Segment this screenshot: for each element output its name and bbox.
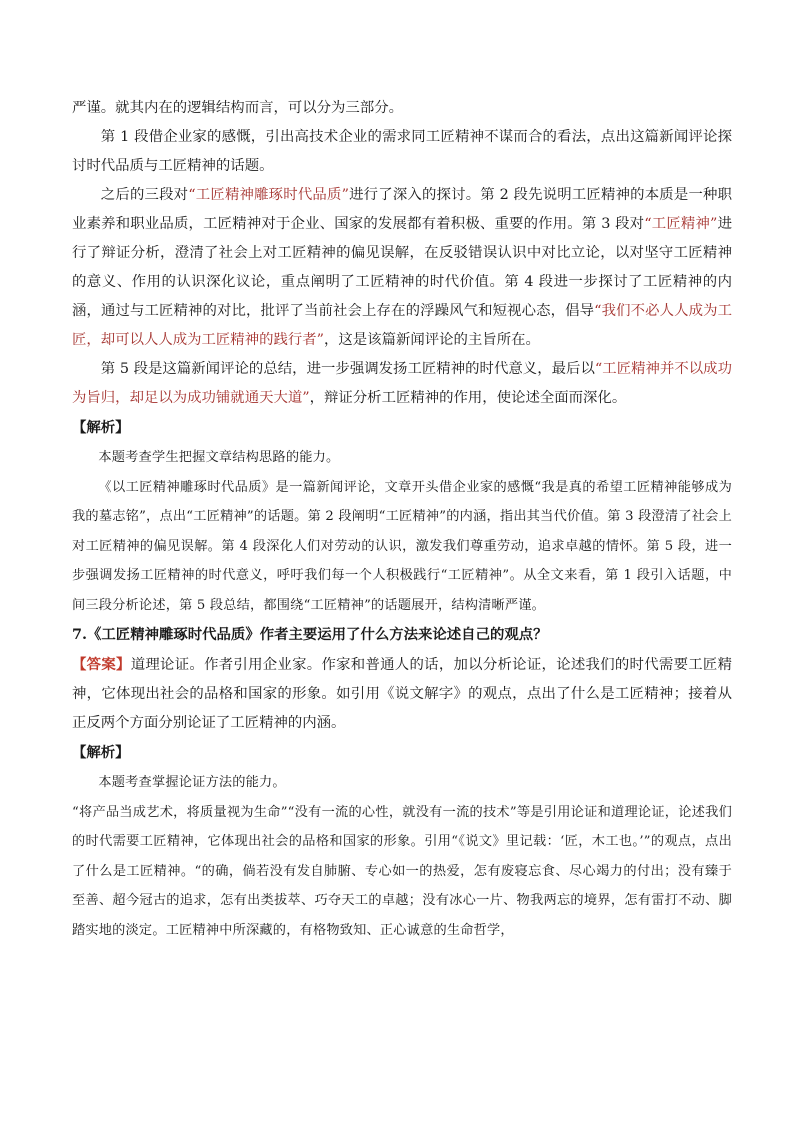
paragraph-3-text-3: 进行了辩证分析，澄清了社会上对工匠精神的偏见误解，在反驳错误认识中对比立论，以对坚守工匠精神的意义、作用的认识深化议论，重点阐明了工匠精神的时代价值。第 4 段进一步探讨了工匠精神的内涵，通过与工匠精神的对比，批评了当前社会上存在的浮躁风气和短视心态，倡导 bbox=[72, 216, 732, 319]
analysis-1-line-1: 本题考查学生把握文章结构思路的能力。 bbox=[98, 450, 340, 465]
document-content bbox=[72, 94, 732, 945]
question-7: 7.《工匠精神雕琢时代品质》作者主要运用了什么方法来论述自己的观点？ bbox=[72, 626, 548, 643]
answer-7-text: 道理论证。作者引用企业家。作家和普通人的话，加以分析论证，论述我们的时代需要工匠精神，它体现出社会的品格和国家的形象。如引用《说文解字》的观点，点出了什么是工匠精神；接着从正反两个方面分别论证了工匠精神的内涵。 bbox=[72, 657, 732, 731]
analysis-2-line-1: 本题考查掌握论证方法的能力。 bbox=[98, 775, 286, 790]
analysis-2-line-2: “将产品当成艺术，将质量视为生命”“没有一流的心性，就没有一流的技术”等是引用论证和道理论证，论述我们的时代需要工匠精神，它体现出社会的品格和国家的形象。引用“《说文》里记载：‘匠，木工也。’”的观点，点出了什么是工匠精神。“的确，倘若没有发自肺腑、专心如一的热爱，怎有废寝忘食、尽心竭力的付出；没有臻于至善、超今冠古的追求，怎有出类拔萃、巧夺天工的卓越；没有冰心一片、物我两忘的境界，怎有雷打不动、脚踏实地的淡定。工匠精神中所深藏的，有格物致知、正心诚意的生命哲学， bbox=[72, 804, 732, 938]
answer-7 bbox=[72, 650, 732, 738]
paragraph-3-text-2: 进行了深入的探讨。第 2 段先说明工匠精神的本质是一种职业素养和职业品质，工匠精神对于企业、国家的发展都有着积极、重要的作用。第 3 段对 bbox=[72, 187, 732, 232]
paragraph-1: 严谨。就其内在的逻辑结构而言，可以分为三部分。 bbox=[72, 100, 403, 116]
paragraph-4 bbox=[72, 355, 732, 413]
paragraph-2: 第 1 段借企业家的感慨，引出高技术企业的需求同工匠精神不谋而合的看法，点出这篇新闻评论探讨时代品质与工匠精神的话题。 bbox=[72, 129, 732, 174]
paragraph-3-text-1: 之后的三段对 bbox=[100, 187, 189, 203]
quote-craftsman-spirit: “工匠精神” bbox=[644, 216, 718, 232]
paragraph-4-text-1: 第 5 段是这篇新闻评论的总结，进一步强调发扬工匠精神的时代意义，最后以 bbox=[100, 361, 595, 377]
analysis-1-line-2: 《以工匠精神雕琢时代品质》是一篇新闻评论，文章开头借企业家的感慨“我是真的希望工匠精神能够成为我的墓志铭”，点出“工匠精神”的话题。第 2 段阐明“工匠精神”的内涵，指出其当代价值。第 3 段澄清了社会上对工匠精神的偏见误解。第 4 段深化人们对劳动的认识，激发我们尊重劳动，追求卓越的情怀。第 5 段，进一步强调发扬工匠精神的时代意义，呼吁我们每一个人积极践行“工匠精神”。从全文来看，第 1 段引入话题，中间三段分析论述，第 5 段总结，都围绕“工匠精神”的话题展开，结构清晰严谨。 bbox=[72, 479, 732, 613]
quote-practitioner: “我们不必人人成为工匠，却可以人人成为工匠精神的践行者” bbox=[72, 303, 732, 348]
answer-label: 【答案】 bbox=[72, 656, 131, 673]
paragraph-3-text-4: ，这是该篇新闻评论的主旨所在。 bbox=[324, 332, 540, 348]
quote-title: “工匠精神雕琢时代品质” bbox=[188, 187, 349, 203]
analysis-label-1: 【解析】 bbox=[72, 419, 130, 436]
quote-success: “工匠精神并不以成功为旨归，却足以为成功铺就通天大道” bbox=[72, 361, 732, 406]
paragraph-4-text-2: ，辩证分析工匠精神的作用，使论述全面而深化。 bbox=[309, 390, 627, 406]
analysis-label-2: 【解析】 bbox=[72, 744, 130, 761]
paragraph-3 bbox=[72, 181, 732, 355]
